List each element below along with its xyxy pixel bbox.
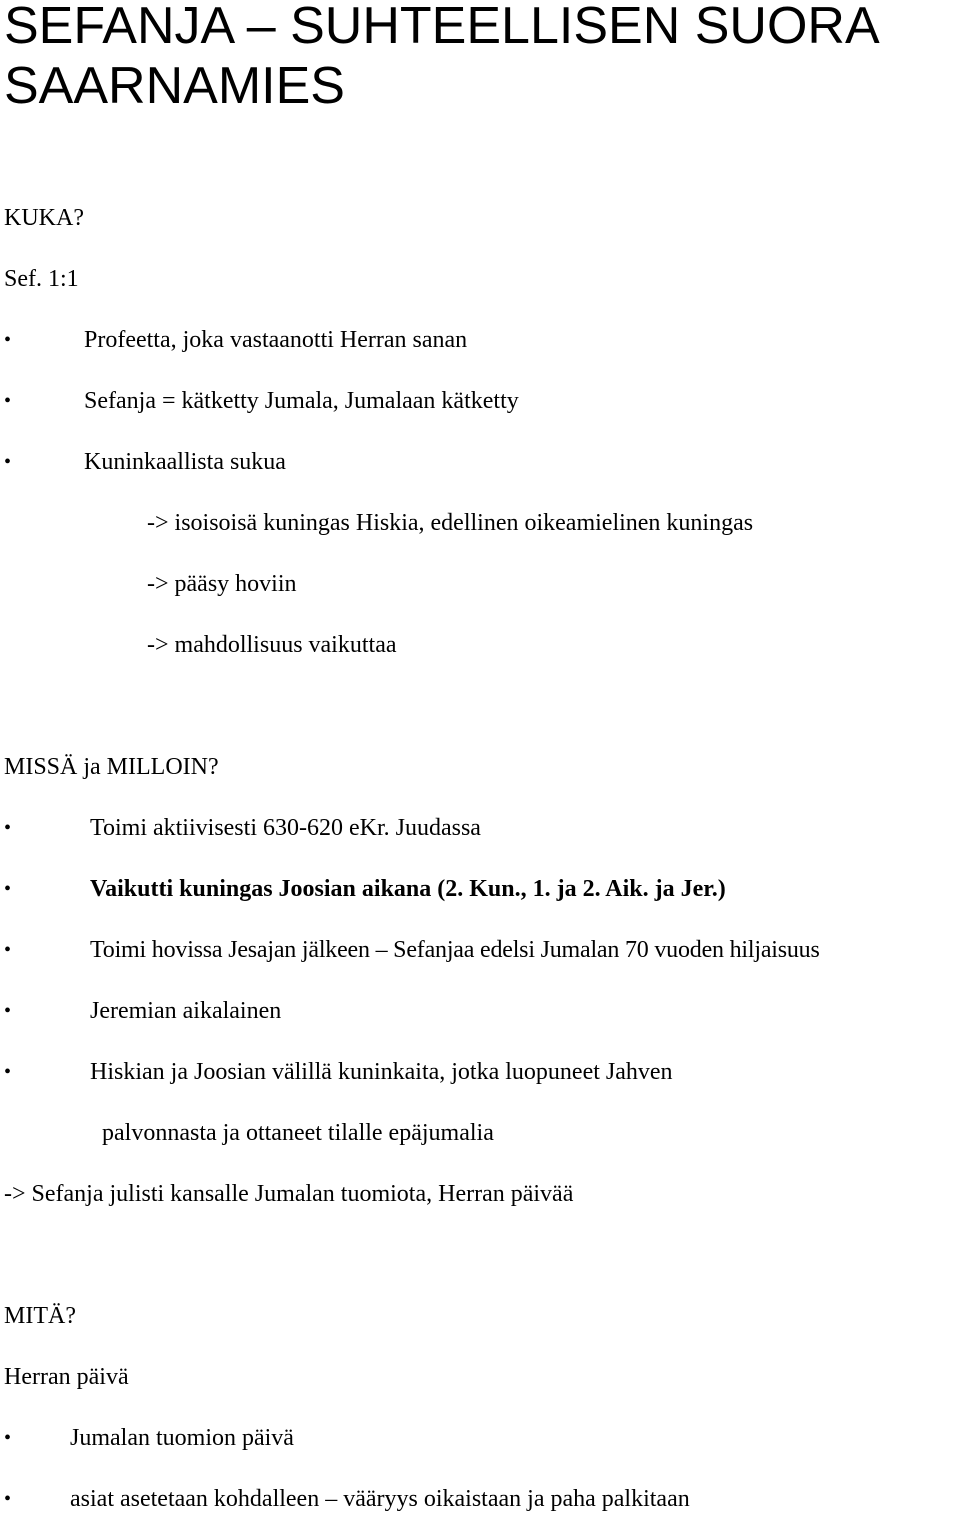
kuka-sub-2: -> pääsy hoviin [147,571,297,597]
mita-subheading: Herran päivä [4,1364,129,1390]
bullet-marker: • [4,1000,12,1022]
missa-bullet-5: Hiskian ja Joosian välillä kuninkaita, jotka luopuneet Jahven [90,1059,673,1085]
mita-bullet-1: Jumalan tuomion päivä [70,1425,294,1451]
kuka-bullet-1: Profeetta, joka vastaanotti Herran sanan [84,327,468,353]
bullet-marker: • [4,1427,12,1449]
section-heading-kuka: KUKA? [4,205,84,231]
missa-conclusion: -> Sefanja julisti kansalle Jumalan tuomiota, Herran päivää [4,1181,574,1207]
bullet-marker: • [4,1061,12,1083]
kuka-bullet-2: Sefanja = kätketty Jumala, Jumalaan kätketty [84,388,519,414]
kuka-sub-3: -> mahdollisuus vaikuttaa [147,632,397,658]
scripture-reference: Sef. 1:1 [4,266,79,292]
bullet-marker: • [4,451,12,473]
section-heading-missa: MISSÄ ja MILLOIN? [4,754,219,780]
bullet-marker: • [4,939,12,961]
bullet-marker: • [4,878,12,900]
missa-bullet-4: Jeremian aikalainen [90,998,282,1024]
section-heading-mita: MITÄ? [4,1303,76,1329]
title-line-1: SEFANJA – SUHTEELLISEN SUORA [4,0,880,55]
mita-bullet-2: asiat asetetaan kohdalleen – vääryys oikaistaan ja paha palkitaan [70,1486,690,1512]
kuka-sub-1: -> isoisoisä kuningas Hiskia, edellinen oikeamielinen kuningas [147,510,754,536]
bullet-marker: • [4,817,12,839]
document-title [4,0,880,116]
title-line-2: SAARNAMIES [4,57,345,115]
missa-continuation: palvonnasta ja ottaneet tilalle epäjumalia [102,1120,494,1146]
missa-bullet-1: Toimi aktiivisesti 630-620 eKr. Juudassa [90,815,481,841]
bullet-marker: • [4,329,12,351]
missa-bullet-2: Vaikutti kuningas Joosian aikana (2. Kun., 1. ja 2. Aik. ja Jer.) [90,876,726,902]
bullet-marker: • [4,1488,12,1510]
bullet-marker: • [4,390,12,412]
missa-bullet-3: Toimi hovissa Jesajan jälkeen – Sefanjaa edelsi Jumalan 70 vuoden hiljaisuus [90,937,820,963]
kuka-bullet-3: Kuninkaallista sukua [84,449,286,475]
